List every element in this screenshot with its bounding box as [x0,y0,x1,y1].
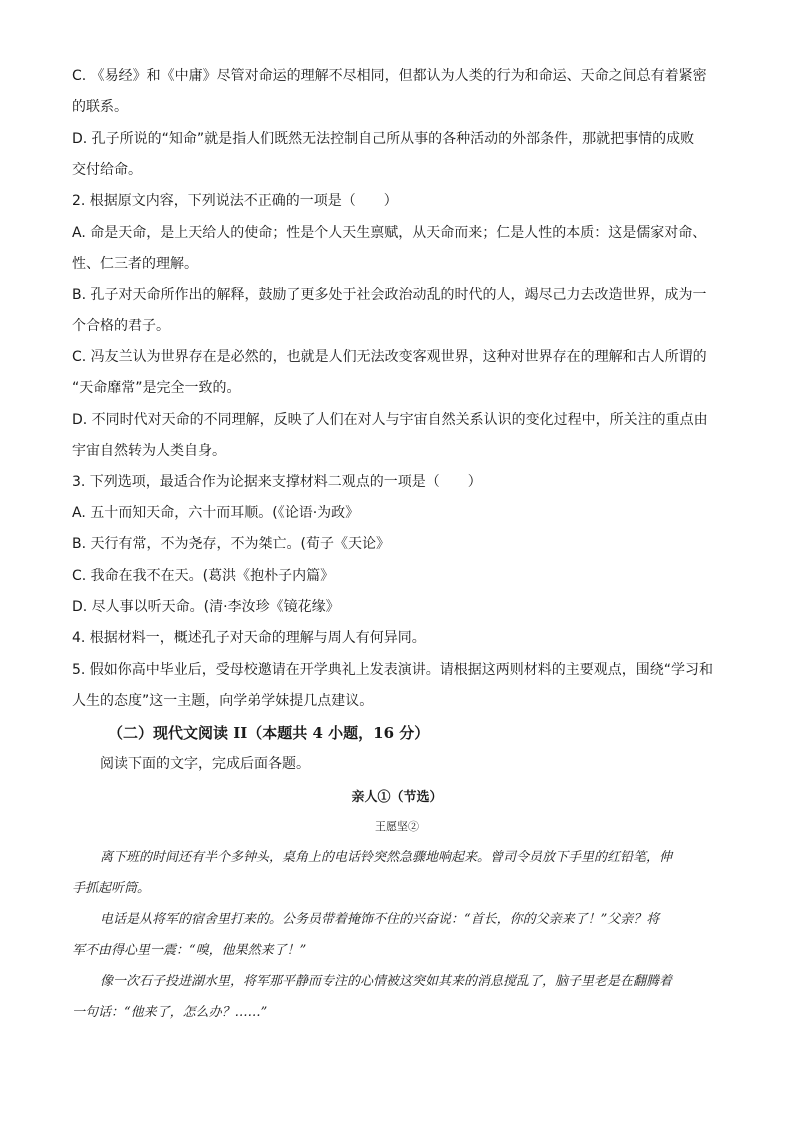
question-2: 2. 根据原文内容，下列说法不正确的一项是（ ） [72,193,398,209]
text-line: A. 五十而知天命，六十而耳顺。(《论语·为政》 [72,505,360,521]
question-5: 5. 假如你高中毕业后，受母校邀请在开学典礼上发表演讲。请根据这两则材料的主要观点，围绕“学习和 [72,662,714,678]
story-line: 像一次石子投进湖水里，将军那平静而专注的心情被这突如其来的消息搅乱了，脑子里老是在翻腾着 [100,974,673,989]
text-line: C. 我命在我不在天。(葛洪《抱朴子内篇》 [72,568,335,584]
text-line: 个合格的君子。 [72,318,170,334]
story-line: 一句话：“他来了，怎么办？……” [72,1005,268,1020]
story-line: 军不由得心里一震：“嗅，他果然来了！” [72,943,307,958]
question-4: 4. 根据材料一，概述孔子对天命的理解与周人有何异同。 [72,630,426,646]
story-line: 手抓起听筒。 [72,881,151,896]
text-line: D. 不同时代对天命的不同理解，反映了人们在对人与宇宙自然关系认识的变化过程中，所关注的重点由 [72,412,708,428]
text-line: 人生的态度”这一主题，向学弟学妹提几点建议。 [72,693,374,709]
text-line: A. 命是天命，是上天给人的使命；性是个人天生禀赋，从天命而来；仁是人性的本质：这是儒家对命、 [72,225,707,241]
instruction: 阅读下面的文字，完成后面各题。 [100,756,310,772]
story-line: 离下班的时间还有半个多钟头，桌角上的电话铃突然急骤地响起来。曾司令员放下手里的红铅笔，伸 [100,850,673,865]
question-3: 3. 下列选项，最适合作为论据来支撑材料二观点的一项是（ ） [72,474,482,490]
story-title: 亲人①（节选） [351,790,443,805]
text-line: C. 冯友兰认为世界存在是必然的，也就是人们无法改变客观世界，这种对世界存在的理解和古人所谓的 [72,349,707,365]
story-author: 王愿坚② [375,820,419,833]
section-title: （二）现代文阅读 II（本题共 4 小题，16 分） [108,724,430,742]
text-line: “天命靡常”是完全一致的。 [72,380,241,396]
text-line: 交付给命。 [72,162,142,178]
text-line: C. 《易经》和《中庸》尽管对命运的理解不尽相同，但都认为人类的行为和命运、天命之间总有着紧密 [72,68,707,84]
text-line: B. 孔子对天命所作出的解释，鼓励了更多处于社会政治动乱的时代的人，竭尽己力去改造世界，成为一 [72,287,707,303]
text-line: B. 天行有常，不为尧存，不为桀亡。(荀子《天论》 [72,536,390,552]
text-line: D. 尽人事以听天命。(清·李汝珍《镜花缘》 [72,599,340,615]
text-line: 宇宙自然转为人类自身。 [72,443,226,459]
story-line: 电话是从将军的宿舍里打来的。公务员带着掩饰不住的兴奋说：“首长，你的父亲来了！”父亲？将 [100,912,660,927]
text-line: D. 孔子所说的“知命”就是指人们既然无法控制自己所从事的各种活动的外部条件，那就把事情的成败 [72,131,695,147]
text-line: 性、仁三者的理解。 [72,256,198,272]
text-line: 的联系。 [72,99,128,115]
